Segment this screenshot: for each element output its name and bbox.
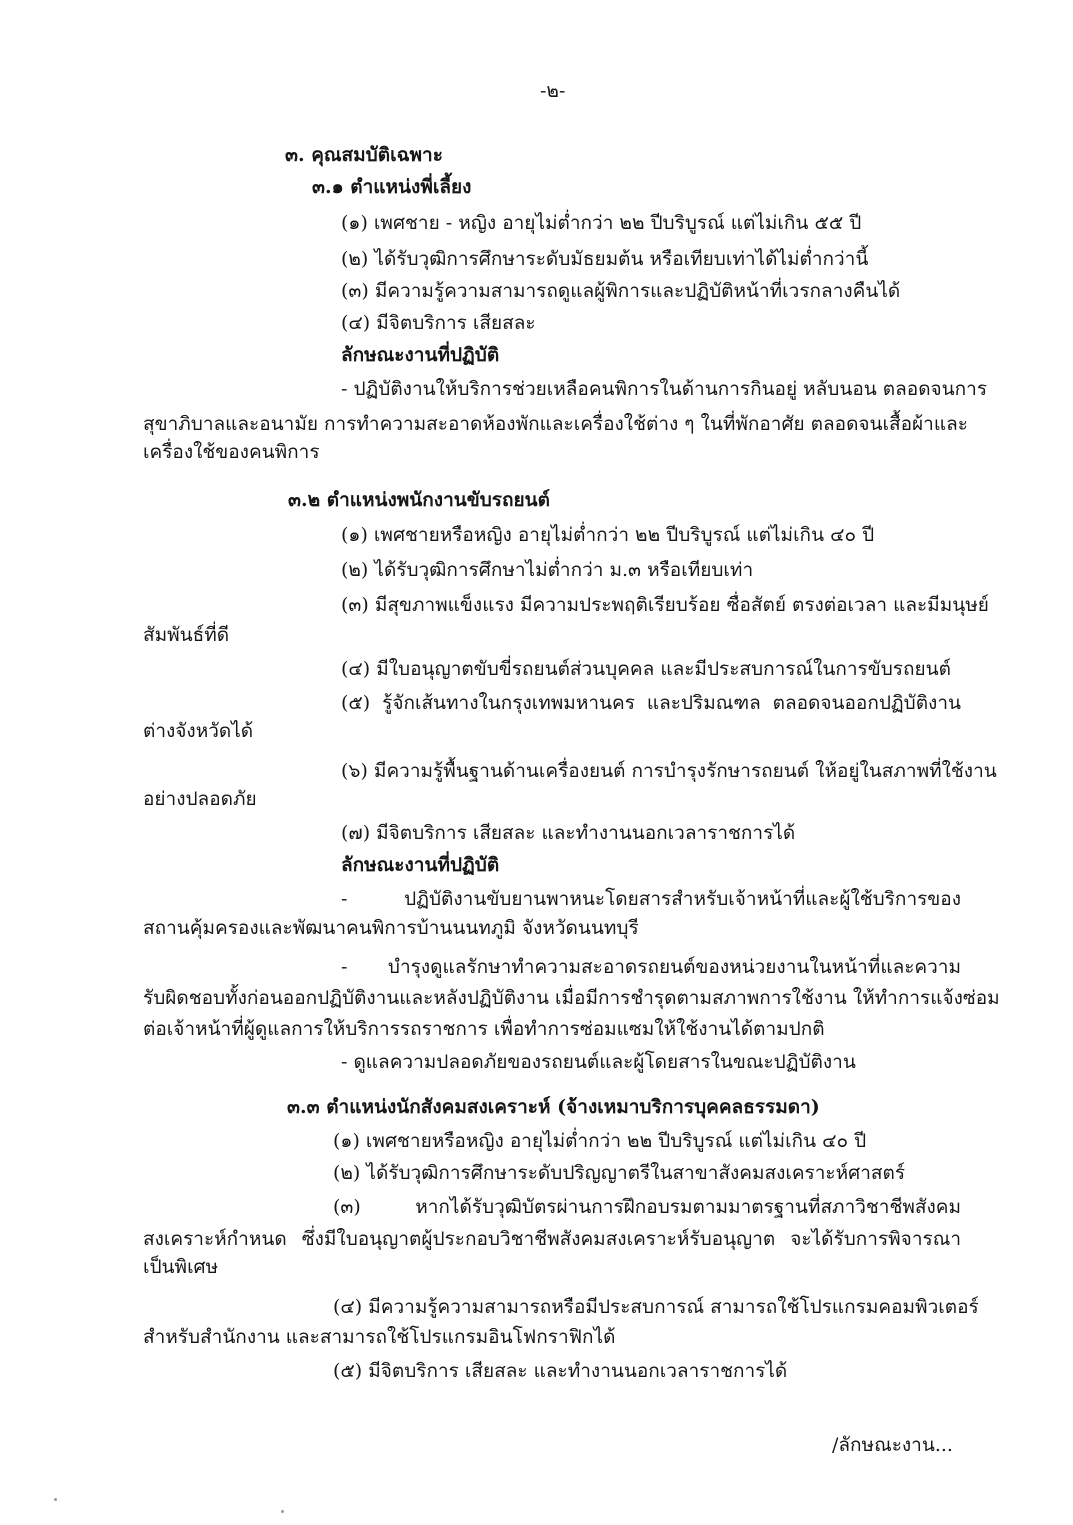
duty-line: - ปฏิบัติงานขับยานพาหนะโดยสารสำหรับเจ้าหน้าที่และผู้ใช้บริการของ [341, 888, 961, 910]
list-item-continuation: สงเคราะห์กำหนด ซึ่งมีใบอนุญาตผู้ประกอบวิชาชีพสังคมสงเคราะห์รับอนุญาต จะได้รับการพิจารณา [143, 1228, 961, 1250]
list-item: (๑) เพศชายหรือหญิง อายุไม่ต่ำกว่า ๒๒ ปีบริบูรณ์ แต่ไม่เกิน ๔๐ ปี [333, 1130, 867, 1152]
list-item: (๔) มีความรู้ความสามารถหรือมีประสบการณ์ สามารถใช้โปรแกรมคอมพิวเตอร์ [333, 1296, 979, 1318]
duty-line: - ดูแลความปลอดภัยของรถยนต์และผู้โดยสารในขณะปฏิบัติงาน [341, 1051, 856, 1073]
list-item: (๕) มีจิตบริการ เสียสละ และทำงานนอกเวลาราชการได้ [333, 1360, 788, 1382]
list-item-continuation: เป็นพิเศษ [143, 1256, 219, 1278]
list-item-continuation: อย่างปลอดภัย [143, 788, 257, 810]
list-item: (๑) เพศชาย - หญิง อายุไม่ต่ำกว่า ๒๒ ปีบริบูรณ์ แต่ไม่เกิน ๕๕ ปี [341, 212, 862, 234]
list-item: (๔) มีใบอนุญาตขับขี่รถยนต์ส่วนบุคคล และมีประสบการณ์ในการขับรถยนต์ [341, 658, 951, 680]
section-3-title: ๓. คุณสมบัติเฉพาะ [285, 144, 443, 166]
page-number: -๒- [540, 80, 566, 102]
list-item: (๓) มีสุขภาพแข็งแรง มีความประพฤติเรียบร้อย ซื่อสัตย์ ตรงต่อเวลา และมีมนุษย์ [341, 594, 989, 616]
duty-line: รับผิดชอบทั้งก่อนออกปฏิบัติงานและหลังปฏิบัติงาน เมื่อมีการชำรุดตามสภาพการใช้งาน ให้ทำการแจ้งซ่อม [143, 987, 1000, 1009]
list-item: (๓) หากได้รับวุฒิบัตรผ่านการฝึกอบรมตามมาตรฐานที่สภาวิชาชีพสังคม [333, 1196, 961, 1218]
duty-line: - บำรุงดูแลรักษาทำความสะอาดรถยนต์ของหน่วยงานในหน้าที่และความ [341, 956, 961, 978]
continuation-note: /ลักษณะงาน... [832, 1434, 953, 1456]
list-item: (๒) ได้รับวุฒิการศึกษาระดับมัธยมต้น หรือเทียบเท่าได้ไม่ต่ำกว่านี้ [341, 248, 869, 270]
duty-line: - ปฏิบัติงานให้บริการช่วยเหลือคนพิการในด้านการกินอยู่ หลับนอน ตลอดจนการ [341, 378, 988, 400]
list-item-continuation: ต่างจังหวัดได้ [143, 720, 254, 742]
list-item: (๑) เพศชายหรือหญิง อายุไม่ต่ำกว่า ๒๒ ปีบริบูรณ์ แต่ไม่เกิน ๔๐ ปี [341, 524, 875, 546]
list-item: (๖) มีความรู้พื้นฐานด้านเครื่องยนต์ การบำรุงรักษารถยนต์ ให้อยู่ในสภาพที่ใช้งาน [341, 760, 997, 782]
list-item: (๓) มีความรู้ความสามารถดูแลผู้พิการและปฏิบัติหน้าที่เวรกลางคืนได้ [341, 280, 901, 302]
section-3-1-title: ๓.๑ ตำแหน่งพี่เลี้ยง [312, 176, 472, 198]
list-item: (๒) ได้รับวุฒิการศึกษาไม่ต่ำกว่า ม.๓ หรือเทียบเท่า [341, 559, 754, 581]
section-3-2-title: ๓.๒ ตำแหน่งพนักงานขับรถยนต์ [288, 489, 550, 511]
duty-line: สุขาภิบาลและอนามัย การทำความสะอาดห้องพักและเครื่องใช้ต่าง ๆ ในที่พักอาศัย ตลอดจนเสื้อผ้าและ [143, 413, 968, 435]
section-3-3-title: ๓.๓ ตำแหน่งนักสังคมสงเคราะห์ (จ้างเหมาบริการบุคคลธรรมดา) [287, 1096, 820, 1118]
scan-speck [281, 1510, 284, 1513]
list-item: (๕) รู้จักเส้นทางในกรุงเทพมหานคร และปริมณฑล ตลอดจนออกปฏิบัติงาน [341, 692, 961, 714]
list-item: (๔) มีจิตบริการ เสียสละ [341, 312, 536, 334]
list-item: (๗) มีจิตบริการ เสียสละ และทำงานนอกเวลาราชการได้ [341, 822, 796, 844]
list-item-continuation: สำหรับสำนักงาน และสามารถใช้โปรแกรมอินโฟกราฟิกได้ [143, 1326, 616, 1348]
duty-heading: ลักษณะงานที่ปฏิบัติ [341, 854, 500, 876]
duty-line: เครื่องใช้ของคนพิการ [143, 441, 320, 463]
duty-line: ต่อเจ้าหน้าที่ผู้ดูแลการให้บริการรถราชการ เพื่อทำการซ่อมแซมให้ใช้งานได้ตามปกติ [143, 1018, 825, 1040]
duty-line: สถานคุ้มครองและพัฒนาคนพิการบ้านนนทภูมิ จังหวัดนนทบุรี [143, 917, 639, 939]
list-item: (๒) ได้รับวุฒิการศึกษาระดับปริญญาตรีในสาขาสังคมสงเคราะห์ศาสตร์ [333, 1162, 906, 1184]
list-item-continuation: สัมพันธ์ที่ดี [143, 624, 230, 646]
scan-speck [54, 1498, 57, 1501]
duty-heading: ลักษณะงานที่ปฏิบัติ [341, 344, 500, 366]
